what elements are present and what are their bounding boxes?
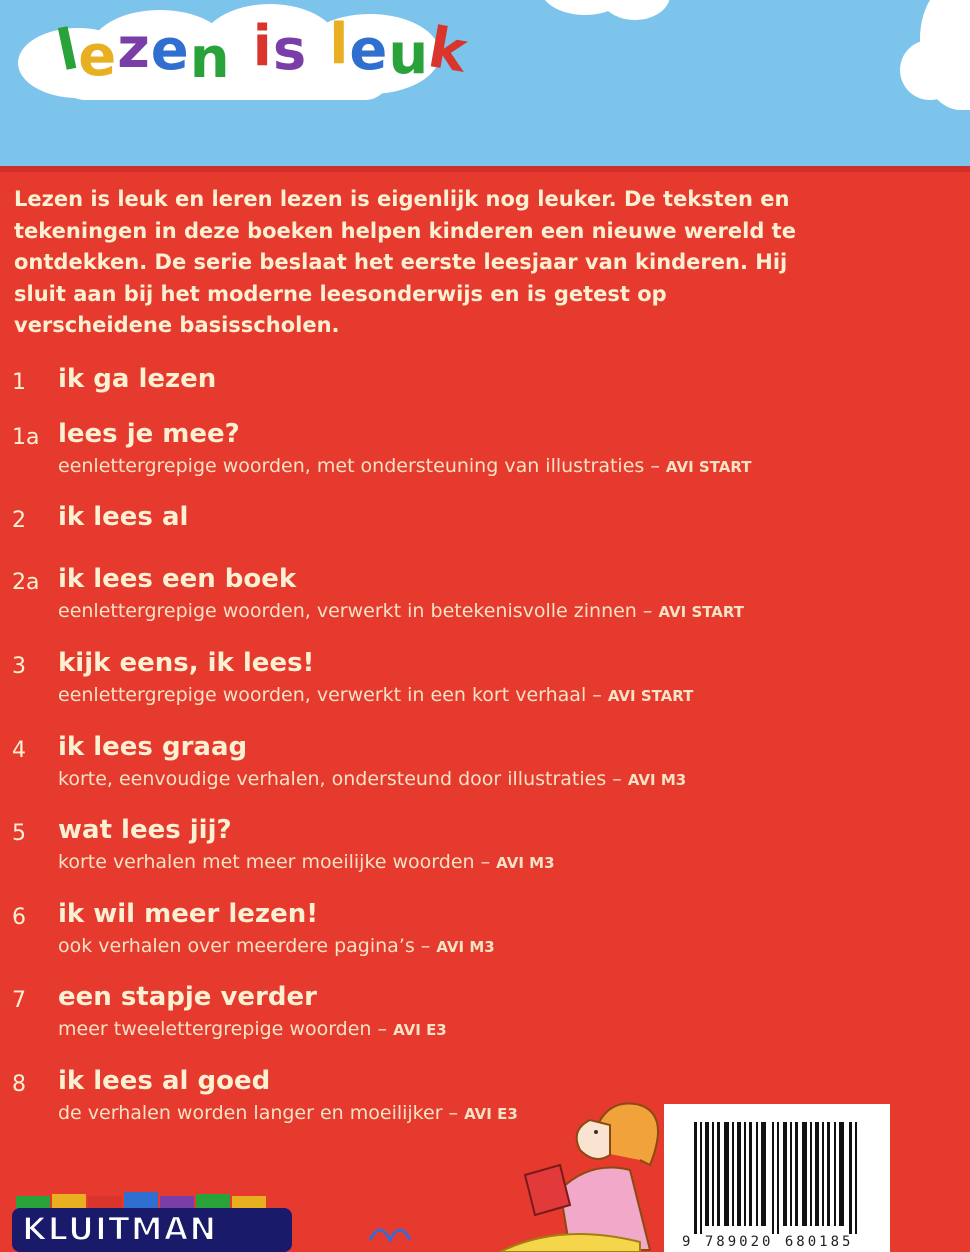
book-title: ik lees al xyxy=(58,502,189,532)
book-title: een stapje verder xyxy=(58,982,317,1012)
book-number: 6 xyxy=(12,905,26,930)
book-number: 2a xyxy=(12,570,40,595)
book-description: eenlettergrepige woorden, verwerkt in een kort verhaal – AVI START xyxy=(58,684,694,706)
avi-level: AVI E3 xyxy=(464,1105,518,1123)
series-logo: lezen is leuk xyxy=(51,12,473,91)
book-title: wat lees jij? xyxy=(58,815,232,845)
book-title: lees je mee? xyxy=(58,419,240,449)
barcode-icon xyxy=(694,1122,864,1234)
book-description: ook verhalen over meerdere pagina’s – AVI M3 xyxy=(58,935,495,957)
book-number: 4 xyxy=(12,738,26,763)
book-number: 1 xyxy=(12,370,26,395)
book-title: kijk eens, ik lees! xyxy=(58,648,315,678)
sky-header xyxy=(0,0,970,170)
barcode-label xyxy=(664,1104,890,1252)
isbn-number: 9 789020 680185 xyxy=(682,1234,854,1250)
book-description: eenlettergrepige woorden, verwerkt in betekenisvolle zinnen – AVI START xyxy=(58,600,745,622)
intro-paragraph: Lezen is leuk en leren lezen is eigenlijk nog leuker. De teksten en tekeningen in deze boeken helpen kinderen een nieuwe wereld te ontdekken. De serie beslaat het eerste leesjaar van kinderen. Hij sluit aan bij het moderne leesonderwijs en is getest op verscheidene basisscholen. xyxy=(14,187,796,337)
avi-level: AVI E3 xyxy=(393,1021,447,1039)
book-number: 2 xyxy=(12,508,26,533)
book-description: meer tweelettergrepige woorden – AVI E3 xyxy=(58,1018,447,1040)
book-number: 7 xyxy=(12,988,26,1013)
avi-level: AVI M3 xyxy=(496,854,555,872)
book-number: 1a xyxy=(12,425,40,450)
book-title: ik lees een boek xyxy=(58,564,297,594)
cloud xyxy=(600,0,670,20)
book-description: korte verhalen met meer moeilijke woorden – AVI M3 xyxy=(58,851,555,873)
book-number: 8 xyxy=(12,1072,26,1097)
header-divider xyxy=(0,166,970,172)
book-number: 3 xyxy=(12,654,26,679)
avi-level: AVI M3 xyxy=(627,771,687,789)
book-description: korte, eenvoudige verhalen, ondersteund door illustraties – AVI M3 xyxy=(58,768,687,790)
book-title: ik ga lezen xyxy=(58,364,217,394)
avi-level: AVI START xyxy=(665,458,752,476)
book-description: eenlettergrepige woorden, met ondersteuning van illustraties – AVI START xyxy=(58,455,752,477)
publisher-name: KLUITMAN xyxy=(22,1210,218,1248)
book-number: 5 xyxy=(12,821,26,846)
book-title: ik lees al goed xyxy=(58,1066,271,1096)
avi-level: AVI START xyxy=(658,603,745,621)
avi-level: AVI START xyxy=(607,687,694,705)
book-title: ik lees graag xyxy=(58,732,248,762)
avi-level: AVI M3 xyxy=(436,938,495,956)
girl-reading-illustration xyxy=(360,1090,660,1252)
book-description: de verhalen worden langer en moeilijker – AVI E3 xyxy=(58,1102,518,1124)
book-title: ik wil meer lezen! xyxy=(58,899,319,929)
cloud xyxy=(900,40,960,100)
